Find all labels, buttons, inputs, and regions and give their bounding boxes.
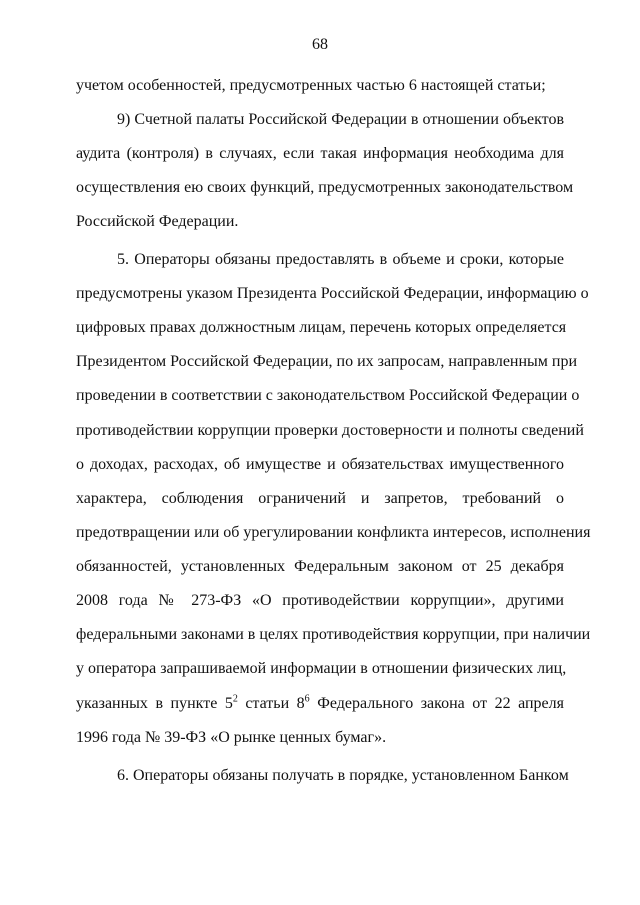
text-segment: статьи 8 (237, 695, 305, 712)
superscript: 6 (304, 693, 310, 705)
text-line: 1996 года № 39-ФЗ «О рынке ценных бумаг». (76, 729, 387, 746)
text-segment: указанных в пункте 5 (76, 695, 233, 712)
superscript: 2 (232, 693, 238, 705)
text-line: федеральными законами в целях противодействия коррупции, при наличии (76, 626, 591, 643)
text-line: аудита (контроля) в случаях, если такая информация необходима для (76, 145, 564, 162)
text-line: цифровых правах должностным лицам, перечень которых определяется (76, 319, 567, 336)
text-line: противодействии коррупции проверки достоверности и полноты сведений (76, 422, 584, 439)
text-line: 9) Счетной палаты Российской Федерации в отношении объектов (117, 111, 564, 128)
text-line: предусмотрены указом Президента Российской Федерации, информацию о (76, 285, 589, 302)
text-line: Президентом Российской Федерации, по их запросам, направленным при (76, 353, 578, 370)
text-segment: Федерального закона от 22 апреля (309, 695, 564, 712)
text-line: осуществления ею своих функций, предусмотренных законодательством (76, 179, 574, 196)
text-line: 2008 года № 273-ФЗ «О противодействии коррупции», другими (76, 592, 564, 609)
text-line: характера, соблюдения ограничений и запретов, требований о (76, 490, 564, 507)
text-line: 5. Операторы обязаны предоставлять в объеме и сроки, которые (117, 251, 564, 268)
text-line: о доходах, расходах, об имуществе и обязательствах имущественного (76, 456, 564, 473)
text-line: Российской Федерации. (76, 213, 239, 230)
text-line: обязанностей, установленных Федеральным законом от 25 декабря (76, 558, 564, 575)
page-number: 68 (312, 36, 328, 53)
text-line: учетом особенностей, предусмотренных частью 6 настоящей статьи; (76, 77, 546, 94)
text-line: 6. Операторы обязаны получать в порядке, установленном Банком (117, 767, 569, 784)
text-line: проведении в соответствии с законодательством Российской Федерации о (76, 387, 580, 404)
text-line-with-superscripts (76, 694, 564, 714)
text-line: предотвращении или об урегулировании конфликта интересов, исполнения (76, 524, 591, 541)
text-line: у оператора запрашиваемой информации в отношении физических лиц, (76, 660, 567, 677)
